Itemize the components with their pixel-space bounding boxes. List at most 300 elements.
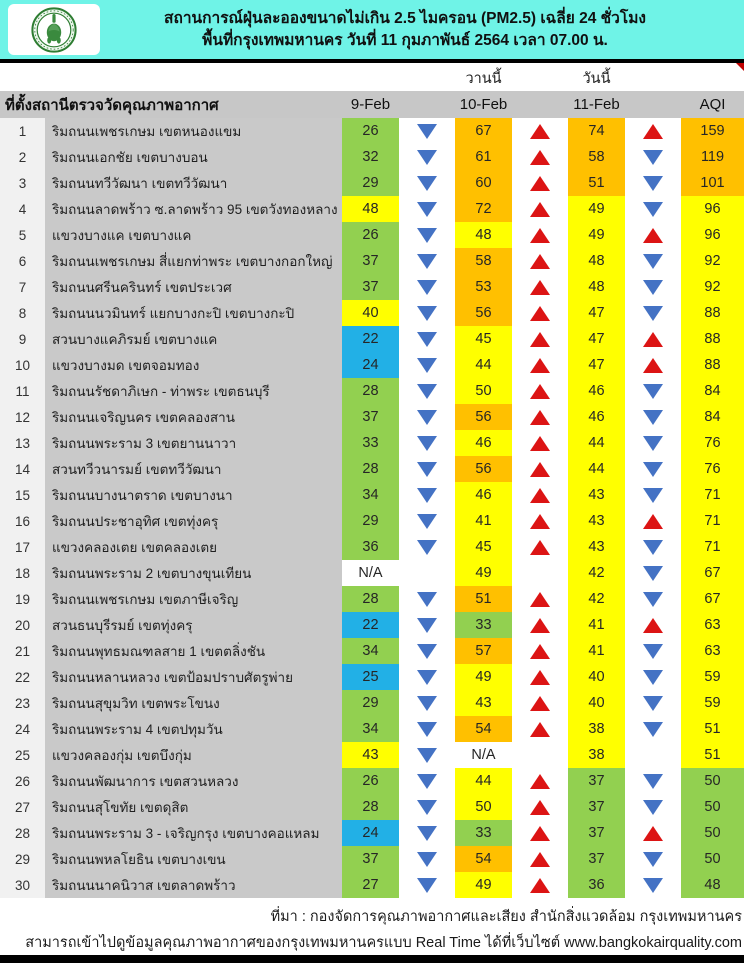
trend-down-icon xyxy=(417,462,437,477)
value-11feb: 42 xyxy=(568,586,625,612)
trend-cell-2 xyxy=(512,820,568,846)
value-10feb: 49 xyxy=(455,872,512,898)
trend-cell-3 xyxy=(625,378,681,404)
value-aqi: 50 xyxy=(681,768,744,794)
trend-down-icon xyxy=(417,878,437,893)
value-11feb: 37 xyxy=(568,820,625,846)
station-name: ริมถนนพหลโยธิน เขตบางเขน xyxy=(45,846,342,872)
station-row xyxy=(0,274,744,300)
trend-down-icon xyxy=(643,384,663,399)
value-9feb: 34 xyxy=(342,638,399,664)
value-11feb: 44 xyxy=(568,456,625,482)
value-10feb: 50 xyxy=(455,794,512,820)
trend-cell-1 xyxy=(399,768,455,794)
trend-up-icon xyxy=(530,696,550,711)
station-row xyxy=(0,144,744,170)
col-header-aqi: AQI xyxy=(699,96,726,113)
trend-down-icon xyxy=(417,826,437,841)
trend-up-icon xyxy=(530,306,550,321)
trend-up-icon xyxy=(530,722,550,737)
trend-up-icon xyxy=(530,228,550,243)
trend-cell-3 xyxy=(625,352,681,378)
source-text: ที่มา : กองจัดการคุณภาพอากาศและเสียง สำนักสิ่งแวดล้อม กรุงเทพมหานคร xyxy=(270,909,742,925)
value-9feb: 24 xyxy=(342,352,399,378)
trend-up-icon xyxy=(643,124,663,139)
station-row xyxy=(0,248,744,274)
value-11feb: 43 xyxy=(568,482,625,508)
value-aqi: 51 xyxy=(681,742,744,768)
station-row xyxy=(0,664,744,690)
trend-cell-2 xyxy=(512,638,568,664)
trend-up-icon xyxy=(643,514,663,529)
value-aqi: 63 xyxy=(681,612,744,638)
trend-cell-1 xyxy=(399,638,455,664)
trend-down-icon xyxy=(417,670,437,685)
station-name: ริมถนนสุขุมวิท เขตพระโขนง xyxy=(45,690,342,716)
station-row xyxy=(0,404,744,430)
trend-down-icon xyxy=(643,540,663,555)
trend-up-icon xyxy=(530,254,550,269)
trend-down-icon xyxy=(417,488,437,503)
trend-cell-2 xyxy=(512,430,568,456)
trend-down-icon xyxy=(643,436,663,451)
trend-cell-3 xyxy=(625,170,681,196)
row-number: 19 xyxy=(0,586,45,612)
trend-cell-3 xyxy=(625,196,681,222)
trend-down-icon xyxy=(417,774,437,789)
trend-cell-3 xyxy=(625,820,681,846)
station-name: แขวงบางมด เขตจอมทอง xyxy=(45,352,342,378)
value-11feb: 43 xyxy=(568,508,625,534)
value-aqi: 96 xyxy=(681,222,744,248)
station-name: ริมถนนเพชรเกษม เขตภาษีเจริญ xyxy=(45,586,342,612)
trend-down-icon xyxy=(417,202,437,217)
trend-cell-2 xyxy=(512,560,568,586)
trend-cell-1 xyxy=(399,534,455,560)
value-10feb: 51 xyxy=(455,586,512,612)
value-aqi: 51 xyxy=(681,716,744,742)
station-name: ริมถนนลาดพร้าว ซ.ลาดพร้าว 95 เขตวังทองหลาง xyxy=(45,196,342,222)
red-corner-marker-icon xyxy=(736,63,744,71)
value-11feb: 51 xyxy=(568,170,625,196)
value-10feb: 44 xyxy=(455,352,512,378)
row-number: 7 xyxy=(0,274,45,300)
trend-cell-3 xyxy=(625,846,681,872)
trend-up-icon xyxy=(530,540,550,555)
row-number: 11 xyxy=(0,378,45,404)
trend-cell-3 xyxy=(625,612,681,638)
trend-down-icon xyxy=(417,852,437,867)
trend-down-icon xyxy=(417,722,437,737)
station-row xyxy=(0,300,744,326)
value-9feb: 28 xyxy=(342,456,399,482)
trend-down-icon xyxy=(417,384,437,399)
value-10feb: 44 xyxy=(455,768,512,794)
value-11feb: 38 xyxy=(568,742,625,768)
value-9feb: 24 xyxy=(342,820,399,846)
value-11feb: 44 xyxy=(568,430,625,456)
trend-cell-2 xyxy=(512,664,568,690)
station-row xyxy=(0,846,744,872)
trend-cell-2 xyxy=(512,274,568,300)
trend-cell-3 xyxy=(625,872,681,898)
station-name: แขวงคลองกุ่ม เขตบึงกุ่ม xyxy=(45,742,342,768)
row-number: 8 xyxy=(0,300,45,326)
trend-cell-2 xyxy=(512,586,568,612)
value-10feb: 72 xyxy=(455,196,512,222)
value-aqi: 84 xyxy=(681,404,744,430)
trend-cell-2 xyxy=(512,300,568,326)
trend-cell-2 xyxy=(512,690,568,716)
value-aqi: 63 xyxy=(681,638,744,664)
trend-cell-3 xyxy=(625,768,681,794)
station-row xyxy=(0,456,744,482)
table-header-row xyxy=(0,91,744,118)
station-name: ริมถนนสุโขทัย เขตดุสิต xyxy=(45,794,342,820)
value-aqi: 59 xyxy=(681,690,744,716)
value-11feb: 48 xyxy=(568,248,625,274)
station-name: แขวงคลองเตย เขตคลองเตย xyxy=(45,534,342,560)
value-aqi: 50 xyxy=(681,820,744,846)
trend-down-icon xyxy=(643,306,663,321)
station-name: ริมถนนพระราม 3 เขตยานนาวา xyxy=(45,430,342,456)
trend-cell-1 xyxy=(399,456,455,482)
value-9feb: 37 xyxy=(342,404,399,430)
trend-cell-1 xyxy=(399,274,455,300)
value-9feb: 43 xyxy=(342,742,399,768)
bma-logo-box xyxy=(8,4,100,55)
station-row xyxy=(0,560,744,586)
value-10feb: 56 xyxy=(455,300,512,326)
value-9feb: 37 xyxy=(342,274,399,300)
row-number: 18 xyxy=(0,560,45,586)
value-11feb: 58 xyxy=(568,144,625,170)
trend-down-icon xyxy=(643,644,663,659)
row-number: 1 xyxy=(0,118,45,144)
trend-down-icon xyxy=(417,618,437,633)
value-10feb: 53 xyxy=(455,274,512,300)
value-10feb: 54 xyxy=(455,846,512,872)
trend-down-icon xyxy=(643,800,663,815)
station-row xyxy=(0,378,744,404)
value-11feb: 38 xyxy=(568,716,625,742)
value-11feb: 49 xyxy=(568,222,625,248)
trend-down-icon xyxy=(417,280,437,295)
trend-up-icon xyxy=(530,332,550,347)
value-aqi: 159 xyxy=(681,118,744,144)
row-number: 28 xyxy=(0,820,45,846)
trend-cell-3 xyxy=(625,300,681,326)
report-title xyxy=(100,0,710,59)
trend-cell-2 xyxy=(512,118,568,144)
station-name: ริมถนนเพชรเกษม เขตหนองแขม xyxy=(45,118,342,144)
trend-cell-2 xyxy=(512,742,568,768)
trend-cell-1 xyxy=(399,716,455,742)
report-footer xyxy=(0,898,744,955)
col-header-11feb: 11-Feb xyxy=(573,96,620,113)
value-9feb: 37 xyxy=(342,846,399,872)
value-aqi: 59 xyxy=(681,664,744,690)
trend-down-icon xyxy=(643,176,663,191)
value-10feb: 58 xyxy=(455,248,512,274)
station-name: ริมถนนหลานหลวง เขตป้อมปราบศัตรูพ่าย xyxy=(45,664,342,690)
trend-up-icon xyxy=(643,332,663,347)
trend-down-icon xyxy=(643,410,663,425)
trend-down-icon xyxy=(417,410,437,425)
value-11feb: 74 xyxy=(568,118,625,144)
trend-up-icon xyxy=(530,644,550,659)
report-title-line2: พื้นที่กรุงเทพมหานคร วันที่ 11 กุมภาพันธ์ 2564 เวลา 07.00 น. xyxy=(202,32,608,49)
trend-down-icon xyxy=(417,228,437,243)
trend-down-icon xyxy=(643,488,663,503)
trend-cell-1 xyxy=(399,820,455,846)
value-9feb: 29 xyxy=(342,170,399,196)
value-aqi: 76 xyxy=(681,430,744,456)
trend-cell-3 xyxy=(625,690,681,716)
trend-cell-2 xyxy=(512,768,568,794)
station-row xyxy=(0,534,744,560)
value-aqi: 92 xyxy=(681,248,744,274)
trend-up-icon xyxy=(530,410,550,425)
station-row xyxy=(0,794,744,820)
row-number: 17 xyxy=(0,534,45,560)
trend-down-icon xyxy=(417,592,437,607)
value-10feb: 45 xyxy=(455,534,512,560)
value-11feb: 41 xyxy=(568,638,625,664)
station-row xyxy=(0,482,744,508)
trend-cell-3 xyxy=(625,404,681,430)
trend-up-icon xyxy=(530,176,550,191)
row-number: 29 xyxy=(0,846,45,872)
trend-cell-3 xyxy=(625,248,681,274)
trend-down-icon xyxy=(417,150,437,165)
trend-cell-3 xyxy=(625,222,681,248)
value-11feb: 37 xyxy=(568,794,625,820)
value-11feb: 42 xyxy=(568,560,625,586)
trend-up-icon xyxy=(530,358,550,373)
value-10feb: 49 xyxy=(455,664,512,690)
trend-up-icon xyxy=(530,878,550,893)
trend-down-icon xyxy=(417,176,437,191)
trend-cell-1 xyxy=(399,690,455,716)
trend-cell-1 xyxy=(399,560,455,586)
trend-down-icon xyxy=(417,124,437,139)
value-10feb: 41 xyxy=(455,508,512,534)
trend-down-icon xyxy=(643,878,663,893)
station-name: ริมถนนรัชดาภิเษก - ท่าพระ เขตธนบุรี xyxy=(45,378,342,404)
row-number: 10 xyxy=(0,352,45,378)
station-row xyxy=(0,872,744,898)
trend-cell-1 xyxy=(399,144,455,170)
value-11feb: 47 xyxy=(568,352,625,378)
trend-cell-2 xyxy=(512,196,568,222)
trend-cell-2 xyxy=(512,482,568,508)
value-aqi: 50 xyxy=(681,846,744,872)
trend-down-icon xyxy=(643,852,663,867)
trend-down-icon xyxy=(643,566,663,581)
value-10feb: 45 xyxy=(455,326,512,352)
trend-up-icon xyxy=(530,436,550,451)
value-9feb: 29 xyxy=(342,690,399,716)
value-10feb: 61 xyxy=(455,144,512,170)
trend-cell-2 xyxy=(512,222,568,248)
station-name: สวนบางแคภิรมย์ เขตบางแค xyxy=(45,326,342,352)
trend-cell-3 xyxy=(625,716,681,742)
trend-down-icon xyxy=(417,514,437,529)
trend-down-icon xyxy=(643,254,663,269)
row-number: 22 xyxy=(0,664,45,690)
row-number: 12 xyxy=(0,404,45,430)
trend-cell-1 xyxy=(399,300,455,326)
trend-cell-1 xyxy=(399,248,455,274)
trend-up-icon xyxy=(530,514,550,529)
row-number: 21 xyxy=(0,638,45,664)
trend-cell-1 xyxy=(399,612,455,638)
value-11feb: 46 xyxy=(568,378,625,404)
value-aqi: 92 xyxy=(681,274,744,300)
row-number: 3 xyxy=(0,170,45,196)
station-row xyxy=(0,222,744,248)
trend-cell-2 xyxy=(512,144,568,170)
value-10feb: 48 xyxy=(455,222,512,248)
value-aqi: 67 xyxy=(681,586,744,612)
row-number: 5 xyxy=(0,222,45,248)
value-10feb: 57 xyxy=(455,638,512,664)
station-name: ริมถนนประชาอุทิศ เขตทุ่งครุ xyxy=(45,508,342,534)
value-aqi: 71 xyxy=(681,508,744,534)
trend-cell-2 xyxy=(512,534,568,560)
trend-cell-1 xyxy=(399,586,455,612)
station-name: ริมถนนพัฒนาการ เขตสวนหลวง xyxy=(45,768,342,794)
value-9feb: N/A xyxy=(342,560,399,586)
value-aqi: 48 xyxy=(681,872,744,898)
trend-up-icon xyxy=(530,826,550,841)
trend-up-icon xyxy=(643,228,663,243)
value-9feb: 26 xyxy=(342,222,399,248)
value-9feb: 36 xyxy=(342,534,399,560)
station-row xyxy=(0,326,744,352)
trend-down-icon xyxy=(417,358,437,373)
day-labels-row xyxy=(0,63,744,91)
value-10feb: 33 xyxy=(455,612,512,638)
trend-up-icon xyxy=(530,618,550,633)
realtime-info-text: สามารถเข้าไปดูข้อมูลคุณภาพอากาศของกรุงเทพมหานครแบบ Real Time ได้ที่เว็บไซต์ www.bangkokairquality.com xyxy=(25,935,742,951)
value-9feb: 26 xyxy=(342,118,399,144)
trend-cell-2 xyxy=(512,794,568,820)
value-10feb: 33 xyxy=(455,820,512,846)
row-number: 16 xyxy=(0,508,45,534)
trend-up-icon xyxy=(530,280,550,295)
trend-cell-2 xyxy=(512,872,568,898)
trend-cell-3 xyxy=(625,586,681,612)
trend-down-icon xyxy=(417,748,437,763)
trend-cell-1 xyxy=(399,196,455,222)
value-11feb: 40 xyxy=(568,690,625,716)
value-aqi: 76 xyxy=(681,456,744,482)
value-11feb: 49 xyxy=(568,196,625,222)
trend-down-icon xyxy=(417,254,437,269)
value-10feb: 60 xyxy=(455,170,512,196)
station-row xyxy=(0,508,744,534)
trend-up-icon xyxy=(530,150,550,165)
value-9feb: 40 xyxy=(342,300,399,326)
station-name: สวนทวีวนารมย์ เขตทวีวัฒนา xyxy=(45,456,342,482)
value-9feb: 27 xyxy=(342,872,399,898)
trend-down-icon xyxy=(417,696,437,711)
value-11feb: 37 xyxy=(568,768,625,794)
trend-up-icon xyxy=(530,202,550,217)
trend-cell-1 xyxy=(399,430,455,456)
trend-cell-1 xyxy=(399,664,455,690)
trend-cell-1 xyxy=(399,482,455,508)
station-row xyxy=(0,820,744,846)
value-aqi: 96 xyxy=(681,196,744,222)
trend-cell-1 xyxy=(399,352,455,378)
bma-seal-icon xyxy=(30,6,78,54)
value-10feb: N/A xyxy=(455,742,512,768)
row-number: 23 xyxy=(0,690,45,716)
trend-cell-1 xyxy=(399,404,455,430)
station-row xyxy=(0,612,744,638)
trend-down-icon xyxy=(417,306,437,321)
station-row xyxy=(0,170,744,196)
value-11feb: 47 xyxy=(568,300,625,326)
value-9feb: 34 xyxy=(342,482,399,508)
trend-up-icon xyxy=(530,488,550,503)
row-number: 4 xyxy=(0,196,45,222)
trend-up-icon xyxy=(530,774,550,789)
trend-cell-3 xyxy=(625,118,681,144)
row-number: 27 xyxy=(0,794,45,820)
value-9feb: 22 xyxy=(342,612,399,638)
trend-cell-3 xyxy=(625,664,681,690)
trend-cell-3 xyxy=(625,794,681,820)
station-row xyxy=(0,716,744,742)
value-9feb: 28 xyxy=(342,586,399,612)
trend-down-icon xyxy=(643,150,663,165)
trend-up-icon xyxy=(643,826,663,841)
value-aqi: 71 xyxy=(681,482,744,508)
station-row xyxy=(0,638,744,664)
trend-cell-1 xyxy=(399,378,455,404)
trend-cell-2 xyxy=(512,716,568,742)
trend-down-icon xyxy=(643,670,663,685)
value-aqi: 101 xyxy=(681,170,744,196)
row-number: 15 xyxy=(0,482,45,508)
trend-cell-3 xyxy=(625,482,681,508)
trend-cell-2 xyxy=(512,378,568,404)
trend-cell-2 xyxy=(512,612,568,638)
table-body xyxy=(0,118,744,898)
value-11feb: 41 xyxy=(568,612,625,638)
station-row xyxy=(0,768,744,794)
trend-cell-3 xyxy=(625,456,681,482)
trend-cell-3 xyxy=(625,274,681,300)
trend-cell-2 xyxy=(512,352,568,378)
trend-down-icon xyxy=(643,462,663,477)
value-10feb: 46 xyxy=(455,482,512,508)
trend-cell-1 xyxy=(399,872,455,898)
trend-down-icon xyxy=(417,436,437,451)
value-aqi: 88 xyxy=(681,300,744,326)
station-row xyxy=(0,430,744,456)
trend-cell-2 xyxy=(512,508,568,534)
trend-up-icon xyxy=(530,462,550,477)
trend-up-icon xyxy=(530,852,550,867)
trend-cell-1 xyxy=(399,794,455,820)
value-10feb: 50 xyxy=(455,378,512,404)
value-aqi: 84 xyxy=(681,378,744,404)
